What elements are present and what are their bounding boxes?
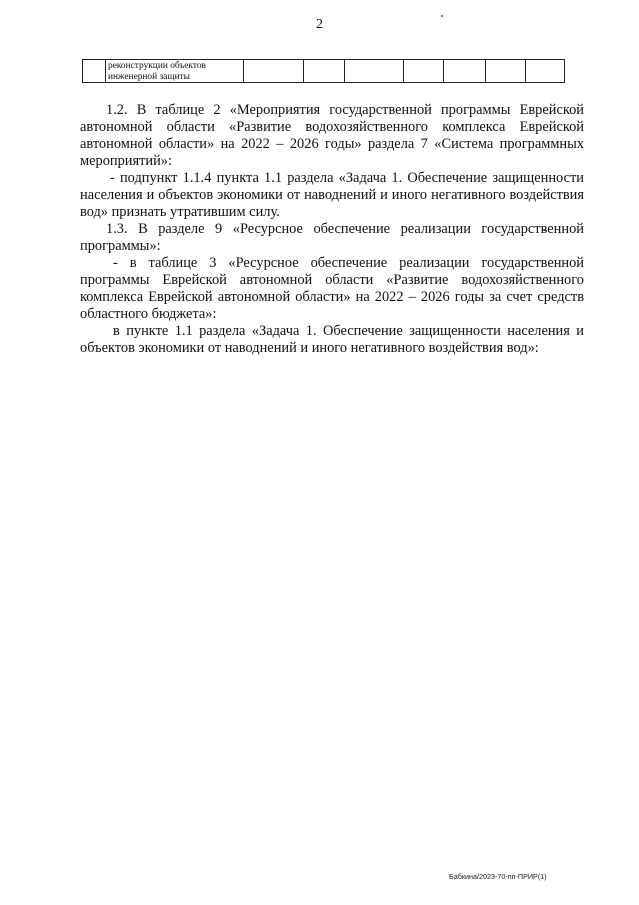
table-cell [444,60,486,83]
table-row [83,60,565,83]
paragraph-subitem: в пункте 1.1 раздела «Задача 1. Обеспечение защищенности населения и объектов экономики от наводнений и иного негативного воздействия вод»: [80,323,584,356]
paragraph-subitem: - подпункт 1.1.4 пункта 1.1 раздела «Задача 1. Обеспечение защищенности населения и объектов экономики от наводнений и иного негативного воздействия вод» признать утратившим силу. [80,170,584,220]
table-cell [304,60,345,83]
table-cell [244,60,304,83]
paragraph-1-2: 1.2. В таблице 2 «Мероприятия государственной программы Еврейской автономной области «Развитие водохозяйственного комплекса Еврейской автономной области» на 2022 – 2026 годы» раздела 7 «Система программных мероприятий»: [80,102,584,169]
continued-table [82,59,565,83]
cell-text-line: реконструкции объектов [108,61,206,71]
document-code: Бабкина/2023-70-пп-ПРИР(1) [449,872,547,881]
paragraph-subitem: - в таблице 3 «Ресурсное обеспечение реализации государственной программы Еврейской автономной области «Развитие водохозяйственного комплекса Еврейской автономной области» на 2022 – 2026 годы за счет средств областного бюджета»: [80,255,584,322]
table-cell [486,60,526,83]
document-body [80,102,584,357]
page-number: 2 [316,17,323,32]
scan-speck [441,15,443,17]
table-cell-number [83,60,106,83]
table-cell [345,60,404,83]
cell-text-line: инженерной защиты [108,71,190,82]
table-cell [404,60,444,83]
paragraph-1-3: 1.3. В разделе 9 «Ресурсное обеспечение реализации государственной программы»: [80,221,584,254]
table-cell-description [106,60,244,83]
table-cell [526,60,565,83]
